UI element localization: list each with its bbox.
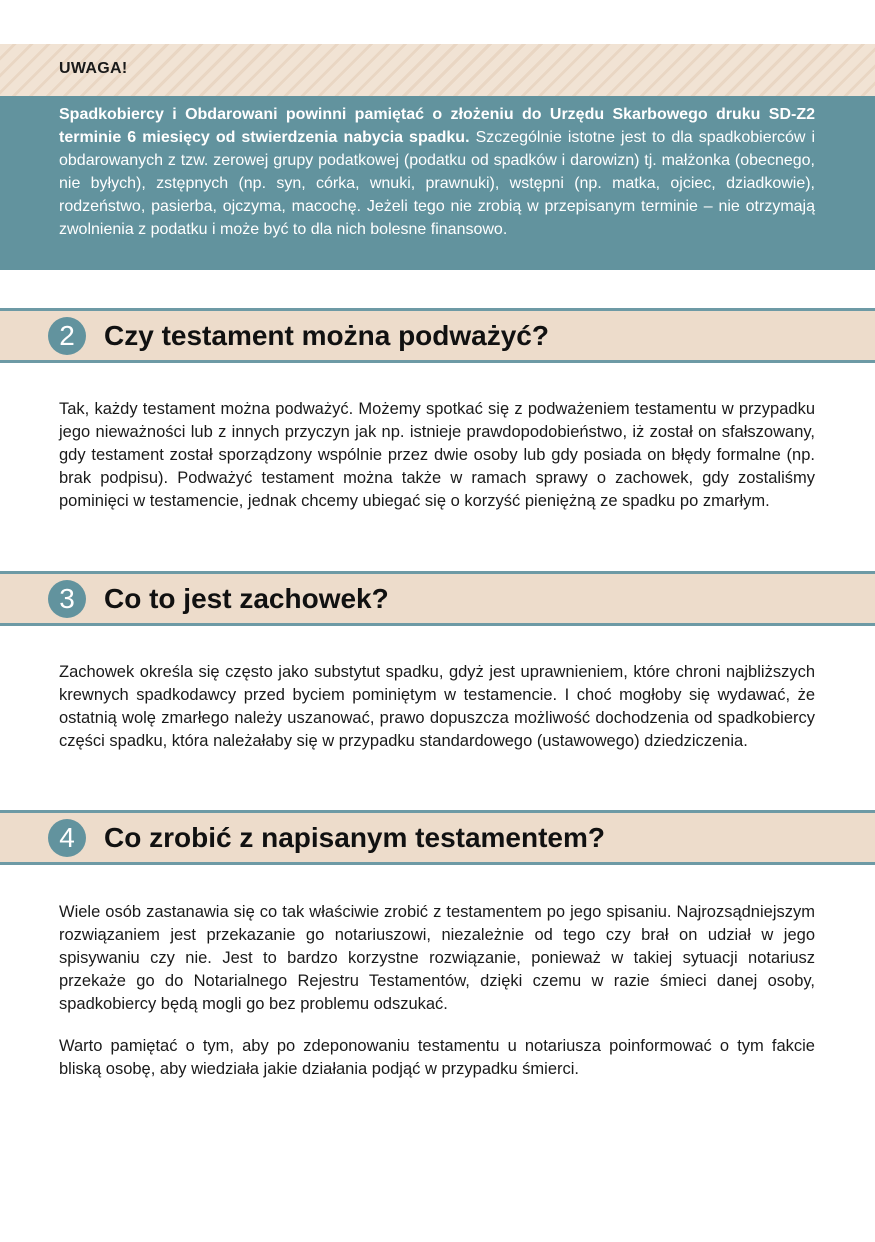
warning-header — [0, 44, 875, 96]
warning-label: UWAGA! — [59, 60, 128, 77]
section-title: Co zrobić z napisanym testamentem? — [104, 822, 606, 853]
warning-bold-text: Spadkobiercy i Obdarowani powinni pamiętać o złożeniu do Urzędu Skarbowego druku SD-Z2 terminie 6 miesięcy od stwierdzenia nabycia spadku. — [59, 106, 815, 146]
warning-text: Szczególnie istotne jest to dla spadkobierców i obdarowanych z tzw. zerowej grupy podatkowej (podatku od spadków i darowizn) tj. małżonka (obecnego, nie byłych), zstępnych (np. syn, córka, wnuki, prawnuki), wstępni (np. matka, ojciec, dziadkowie), rodzeństwo, pasierba, ojczyma, macochę. Jeżeli tego nie zrobią w przepisanym terminie – nie otrzymają zwolnienia z podatku i może być to dla nich bolesne finansowo. — [59, 129, 815, 238]
section-number-badge: 3 — [48, 580, 86, 618]
section-2-paragraph: Tak, każdy testament można podważyć. Możemy spotkać się z podważeniem testamentu w przypadku jego nieważności lub z innych przyczyn jak np. istnieje prawdopodobieństwo, iż został on sfałszowany, gdy testament został sporządzony wspólnie przez dwie osoby lub gdy posiada on błędy formalne (np. brak podpisu). Podważyć testament można także w ramach sprawy o zachowek, gdy zostaliśmy pominięci w testamencie, jednak chcemy ubiegać się o korzyść pieniężną ze spadku po zmarłym. — [59, 400, 815, 510]
section-number-badge: 4 — [48, 819, 86, 857]
section-header-2 — [0, 308, 875, 363]
section-title: Czy testament można podważyć? — [104, 320, 549, 351]
warning-box — [0, 96, 875, 270]
section-number-badge: 2 — [48, 317, 86, 355]
section-header-4 — [0, 810, 875, 865]
section-3-paragraph: Zachowek określa się często jako substytut spadku, gdyż jest uprawnieniem, które chroni najbliższych krewnych spadkodawcy przed byciem pominiętym w testamencie. I choć mogłoby się wydawać, że ostatnią wolę zmarłego należy uszanować, prawo dopuszcza możliwość dochodzenia od spadkobiercy części spadku, która należałaby się w przypadku standardowego (ustawowego) dziedziczenia. — [59, 663, 815, 750]
section-4-paragraph-1: Wiele osób zastanawia się co tak właściwie zrobić z testamentem po jego spisaniu. Najrozsądniejszym rozwiązaniem jest przekazanie go notariuszowi, niezależnie od tego czy brał on udział w jego spisywaniu czy nie. Jest to bardzo korzystne rozwiązanie, ponieważ w takiej sytuacji notariusz przekaże go do Notarialnego Rejestru Testamentów, dzięki czemu w razie śmieci danej osoby, spadkobiercy będą mogli go bez problemu odszukać. — [59, 903, 815, 1013]
section-title: Co to jest zachowek? — [104, 583, 389, 614]
section-header-3 — [0, 571, 875, 626]
section-4-paragraph-2: Warto pamiętać o tym, aby po zdeponowaniu testamentu u notariusza poinformować o tym fakcie bliską osobę, aby wiedziała jakie działania podjąć w przypadku śmierci. — [59, 1037, 815, 1078]
